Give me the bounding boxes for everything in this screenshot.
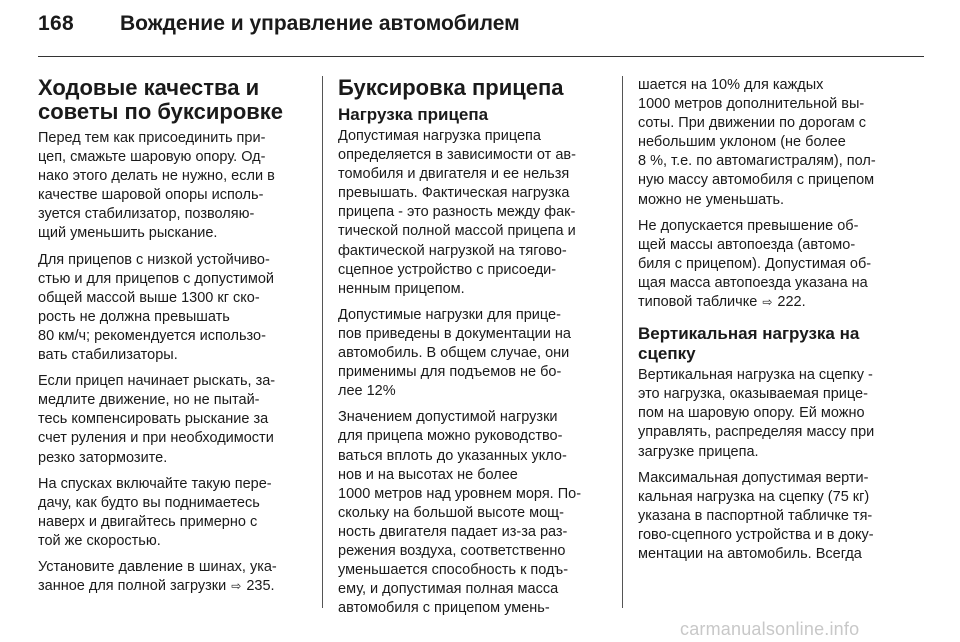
paragraph-with-reference xyxy=(38,558,312,596)
column-3 xyxy=(638,76,924,606)
paragraph: Допустимая нагрузка прицепа определяется в зависимости от ав- томобиля и двигателя и ее нельзя превышать. Фактическая нагрузка прицепа - это разность между фак- тической полной массой прицепа и фактической нагрузкой на тягово- сцепное устройство с присоеди- ненным прицепом. xyxy=(338,128,576,297)
paragraph: На спусках включайте такую пере- дачу, как будто вы поднимаетесь наверх и двигайтесь примерно с той же скоростью. xyxy=(38,475,272,549)
column-1 xyxy=(38,76,312,606)
paragraph: Значением допустимой нагрузки для прицепа можно руководство- ваться вплоть до указанных укло- нов и на высотах не более 1000 метров над уровнем моря. По- скольку на большой высоте мощ- ность двигателя падает из-за раз- режения воздуха, соответственно уменьшается способность к подъ- ему, и допустимая полная масса автомобиля с прицепом умень- xyxy=(338,409,582,617)
paragraph: Перед тем как присоединить при- цеп, смажьте шаровую опору. Од- нако этого делать не нужно, если в качестве шаровой опоры исполь- зуется стабилизатор, позволяю- щий уменьшить рыскание. xyxy=(38,130,275,242)
header-divider xyxy=(38,56,924,57)
subheading-trailer-load: Нагрузка прицепа xyxy=(338,105,489,124)
column-2 xyxy=(338,75,610,617)
paragraph-text: Установите давление в шинах, ука- занное для полной загрузки xyxy=(38,558,277,595)
section-heading-driving-tips: Ходовые качества и советы по буксировке xyxy=(38,75,284,124)
watermark: carmanualsonline.info xyxy=(680,619,860,639)
paragraph: Для прицепов с низкой устойчиво- стью и для прицепов с допустимой общей массой выше 1300 кг ско- рость не должна превышать 80 км/ч; рекомендуется использо- вать стабилизаторы. xyxy=(38,251,275,364)
column-divider-1 xyxy=(322,76,323,608)
section-heading-trailer-towing: Буксировка прицепа xyxy=(338,75,564,100)
page-header xyxy=(0,0,960,58)
page-reference-link[interactable]: 235. xyxy=(246,578,275,595)
page-reference-arrow-icon: ⇨ xyxy=(231,579,242,594)
page-number: 168 xyxy=(38,12,74,35)
paragraph: Вертикальная нагрузка на сцепку - это нагрузка, оказываемая прице- пом на шаровую опору. Ей можно управлять, распределяя массу при загрузке прицепа. xyxy=(638,367,875,460)
paragraph: шается на 10% для каждых 1000 метров дополнительной вы- соты. При движении по дорогам с небольшим уклоном (не более 8 %, т.е. по автомагистралям), пол- ную массу автомобиля с прицепом можно не уменьшать. xyxy=(638,77,876,208)
paragraph: Максимальная допустимая верти- кальная нагрузка на сцепку (75 кг) указана в паспортной табличке тя- гово-сцепного устройства и в доку- ментации на автомобиль. Всегда xyxy=(638,469,874,562)
page-reference-link[interactable]: 222. xyxy=(777,294,806,311)
paragraph-with-reference xyxy=(638,217,924,312)
page-reference-arrow-icon: ⇨ xyxy=(762,295,773,310)
column-divider-2 xyxy=(622,76,623,608)
paragraph-text: Не допускается превышение об- щей массы автопоезда (автомо- биля с прицепом). Допустимая об- щая масса автопоезда указана на типовой табличке xyxy=(638,217,872,311)
chapter-title: Вождение и управление автомобилем xyxy=(120,12,520,35)
paragraph: Если прицеп начинает рыскать, за- медлите движение, но не пытай- тесь компенсировать рыскание за счет руления и при необходимости резко затормозите. xyxy=(38,373,276,466)
subheading-vertical-load: Вертикальная нагрузка на сцепку xyxy=(638,324,860,364)
paragraph: Допустимые нагрузки для прице- пов приведены в документации на автомобиль. В общем случае, они применимы для подъемов не бо- лее 12% xyxy=(338,306,571,400)
